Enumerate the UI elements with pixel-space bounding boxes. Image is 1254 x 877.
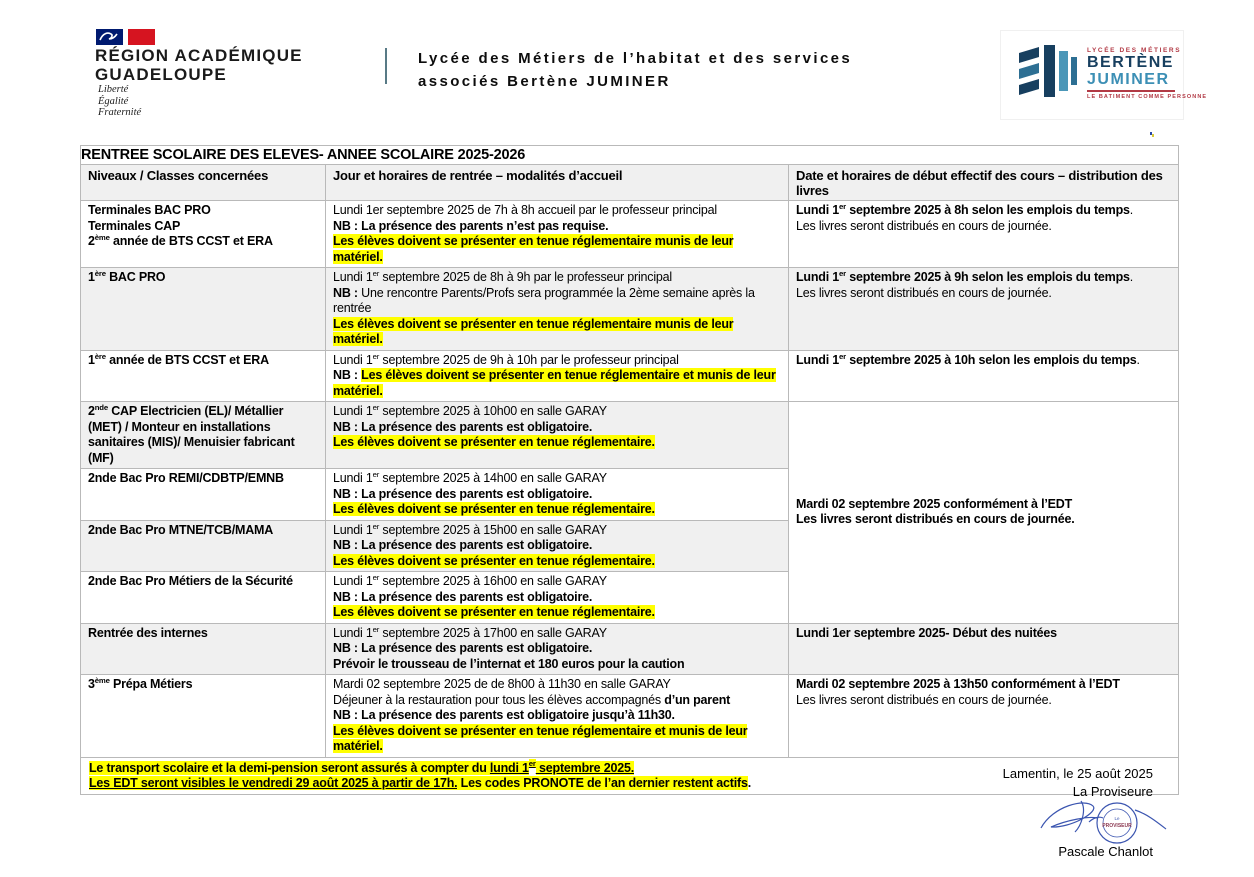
- text-line: [333, 708, 781, 724]
- text-line: [333, 234, 781, 265]
- text-segment: er: [372, 624, 380, 634]
- signature-place-date: Lamentin, le 25 août 2025: [1002, 766, 1153, 781]
- motto-fraternite: Fraternité: [98, 107, 142, 118]
- text-segment: NB : La présence des parents est obligatoire.: [333, 419, 593, 434]
- text-segment: 1: [88, 270, 95, 284]
- text-segment: Les élèves doivent se présenter en tenue réglementaire munis de leur matériel.: [333, 316, 734, 346]
- text-segment: NB : La présence des parents est obligatoire.: [333, 486, 593, 501]
- table-title: RENTREE SCOLAIRE DES ELEVES- ANNEE SCOLAIRE 2025-2026: [81, 146, 1179, 165]
- cell-rentree: [326, 402, 789, 469]
- text-segment: Les élèves doivent se présenter en tenue réglementaire et munis de leur matériel.: [333, 723, 748, 753]
- text-segment: Lundi 1: [333, 574, 373, 588]
- table-body: [81, 201, 1179, 795]
- cell-rentree: [326, 201, 789, 268]
- text-segment: Les EDT seront visibles le vendredi 29 août 2025 à partir de 17h.: [89, 776, 458, 790]
- text-segment: Lundi 1: [796, 203, 840, 217]
- text-line: [88, 353, 318, 369]
- cell-classes: [81, 572, 326, 624]
- cell-rentree: [326, 675, 789, 758]
- text-line: [333, 693, 781, 709]
- text-segment: Les livres seront distribués en cours de journée.: [796, 218, 1052, 233]
- table-row: [81, 402, 1179, 469]
- stray-mark: [1150, 132, 1154, 137]
- text-segment: NB :: [333, 285, 358, 300]
- motto-liberte: Liberté: [98, 84, 129, 95]
- col-header-rentree: Jour et horaires de rentrée – modalités d’accueil: [326, 165, 789, 201]
- text-segment: septembre 2025.: [535, 760, 634, 775]
- text-segment: septembre 2025 de 8h à 9h par le professeur principal: [379, 270, 672, 284]
- text-line: [333, 605, 781, 621]
- table-row: [81, 350, 1179, 402]
- text-line: [333, 626, 781, 642]
- motto-egalite: Égalité: [98, 95, 129, 107]
- region-academique-line1: RÉGION ACADÉMIQUE: [95, 46, 303, 65]
- region-academique-line2: GUADELOUPE: [95, 65, 227, 84]
- flag-blue-band: [96, 29, 123, 45]
- signature-name: Pascale Chanlot: [1058, 844, 1153, 859]
- text-segment: 2: [88, 234, 95, 248]
- text-line: [88, 203, 318, 219]
- text-segment: Les élèves doivent se présenter en tenue réglementaire.: [333, 553, 655, 568]
- text-line: [88, 234, 318, 250]
- text-segment: année de BTS CCST et ERA: [109, 234, 273, 248]
- text-segment: .: [747, 776, 751, 790]
- text-line: [333, 368, 781, 399]
- text-line: [88, 219, 318, 235]
- text-segment: NB : La présence des parents est obligatoire.: [333, 538, 593, 552]
- text-segment: Les élèves doivent se présenter en tenue réglementaire.: [333, 502, 655, 516]
- text-line: [333, 203, 781, 219]
- text-segment: septembre 2025 à 15h00 en salle GARAY: [379, 522, 607, 537]
- text-segment: Lundi 1er septembre 2025 de 7h à 8h accueil par le professeur principal: [333, 203, 717, 217]
- text-segment: septembre 2025 à 17h00 en salle GARAY: [379, 625, 607, 640]
- text-segment: BAC PRO: [105, 270, 166, 284]
- text-segment: septembre 2025 de 9h à 10h par le professeur principal: [379, 352, 679, 367]
- cell-debut: [789, 201, 1179, 268]
- text-segment: Mardi 02 septembre 2025 de de 8h00 à 11h30 en salle GARAY: [333, 677, 671, 691]
- text-segment: septembre 2025 à 16h00 en salle GARAY: [379, 574, 607, 588]
- text-line: [333, 435, 781, 451]
- text-segment: Lundi 1: [796, 352, 840, 367]
- text-segment: septembre 2025 à 14h00 en salle GARAY: [379, 471, 607, 485]
- school-name: [418, 47, 852, 93]
- stamp-le-label: Le: [1114, 816, 1120, 821]
- text-segment: Lundi 1: [333, 625, 373, 640]
- text-segment: er: [372, 521, 380, 531]
- cell-classes: [81, 469, 326, 521]
- text-segment: Une rencontre Parents/Profs sera programmée la 2ème semaine après la rentrée: [333, 285, 755, 315]
- text-segment: Prépa Métiers: [109, 677, 193, 691]
- logo-name-bertene: BERTÈNE: [1087, 54, 1174, 71]
- text-segment: er: [528, 759, 536, 769]
- text-segment: er: [839, 201, 846, 211]
- building-icon: [1017, 43, 1081, 110]
- cell-debut: [789, 350, 1179, 402]
- text-segment: Lundi 1: [796, 270, 840, 284]
- text-line: [333, 420, 781, 436]
- cell-classes: [81, 675, 326, 758]
- cell-rentree: [326, 623, 789, 675]
- text-segment: er: [372, 572, 380, 582]
- text-line: [796, 693, 1171, 709]
- text-line: [88, 404, 318, 466]
- text-segment: nde: [94, 402, 108, 412]
- text-line: [796, 512, 1171, 528]
- text-line: [88, 626, 318, 642]
- table-row: [81, 675, 1179, 758]
- text-segment: lundi 1: [489, 760, 529, 775]
- text-line: [333, 317, 781, 348]
- text-segment: Lundi 1: [333, 522, 373, 537]
- text-line: [333, 523, 781, 539]
- text-segment: Les élèves doivent se présenter en tenue réglementaire et munis de leur matériel.: [333, 368, 776, 398]
- text-segment: .: [1129, 203, 1134, 217]
- text-segment: Les élèves doivent se présenter en tenue réglementaire.: [333, 435, 655, 449]
- signature-role: La Proviseure: [1072, 784, 1153, 799]
- text-segment: Le transport scolaire et la demi-pension seront assurés à compter du: [89, 760, 490, 775]
- text-line: [333, 353, 781, 369]
- cell-debut: [789, 268, 1179, 351]
- text-line: [333, 657, 781, 673]
- text-segment: Les livres seront distribués en cours de journée.: [796, 285, 1052, 300]
- text-segment: NB : La présence des parents n’est pas requise.: [333, 218, 609, 233]
- text-line: [796, 286, 1171, 302]
- text-segment: NB : La présence des parents est obligatoire.: [333, 641, 593, 655]
- cell-rentree: [326, 469, 789, 521]
- rentree-schedule-table: [80, 145, 1179, 795]
- region-academique-title: [95, 46, 303, 84]
- cell-debut: [789, 402, 1179, 624]
- text-segment: d’un parent: [664, 692, 731, 707]
- text-line: [333, 641, 781, 657]
- text-segment: Terminales CAP: [88, 218, 181, 233]
- cell-classes: [81, 520, 326, 572]
- text-segment: Les élèves doivent se présenter en tenue réglementaire.: [333, 605, 655, 619]
- text-segment: Lundi 1: [333, 404, 373, 418]
- text-segment: NB : La présence des parents est obligatoire.: [333, 589, 593, 604]
- header-divider: [385, 48, 387, 84]
- cell-classes: [81, 623, 326, 675]
- text-line: [796, 203, 1171, 219]
- text-line: [333, 487, 781, 503]
- logo-top-line: LYCÉE DES MÉTIERS: [1087, 47, 1182, 54]
- marianne-glyph: [99, 31, 119, 43]
- text-segment: ème: [94, 232, 110, 242]
- text-line: [333, 590, 781, 606]
- text-segment: .: [1136, 352, 1140, 367]
- text-segment: année de BTS CCST et ERA: [105, 352, 269, 367]
- cell-classes: [81, 268, 326, 351]
- text-segment: 2nde Bac Pro Métiers de la Sécurité: [88, 574, 293, 588]
- cell-debut: [789, 623, 1179, 675]
- text-segment: CAP Electricien (EL)/ Métallier (MET) / Monteur en installations sanitaires (MIS)/ Menuisier fabricant (MF): [88, 404, 295, 465]
- text-line: [333, 471, 781, 487]
- text-line: [88, 677, 318, 693]
- text-segment: Les livres seront distribués en cours de journée.: [796, 512, 1075, 527]
- table-title-row: [81, 146, 1179, 165]
- text-segment: NB :: [333, 368, 362, 382]
- text-line: [333, 286, 781, 317]
- cell-rentree: [326, 572, 789, 624]
- principal-stamp-signature: [1037, 796, 1169, 851]
- text-segment: NB : La présence des parents est obligatoire jusqu’à 11h30.: [333, 708, 675, 722]
- logo-rule: [1087, 90, 1175, 92]
- text-segment: er: [372, 469, 380, 479]
- stamp-center-label: PROVISEUR: [1102, 823, 1132, 829]
- text-line: [88, 270, 318, 286]
- table-row: [81, 201, 1179, 268]
- logo-text: [1087, 47, 1208, 100]
- text-segment: Lundi 1er septembre 2025- Début des nuitées: [796, 625, 1057, 640]
- text-segment: er: [372, 402, 380, 412]
- text-line: [333, 538, 781, 554]
- cell-classes: [81, 350, 326, 402]
- school-name-line2: associés Bertène JUMINER: [418, 73, 671, 90]
- text-line: [88, 471, 318, 487]
- text-line: [333, 404, 781, 420]
- text-segment: Lundi 1: [333, 270, 373, 284]
- table-header-row: [81, 165, 1179, 201]
- text-line: [88, 574, 318, 590]
- text-line: [333, 554, 781, 570]
- text-segment: Les livres seront distribués en cours de journée.: [796, 692, 1052, 707]
- text-segment: Les élèves doivent se présenter en tenue réglementaire munis de leur matériel.: [333, 234, 734, 264]
- text-line: [796, 497, 1171, 513]
- text-line: [88, 523, 318, 539]
- text-segment: 2: [88, 404, 95, 418]
- text-segment: septembre 2025 à 10h selon les emplois du temps: [845, 352, 1137, 367]
- text-segment: er: [372, 268, 380, 278]
- text-segment: septembre 2025 à 10h00 en salle GARAY: [379, 404, 607, 418]
- french-flag-icon: [96, 29, 155, 45]
- text-line: [333, 270, 781, 286]
- republic-motto: [98, 84, 141, 119]
- cell-debut: [789, 675, 1179, 758]
- col-header-debut: Date et horaires de début effectif des cours – distribution des livres: [789, 165, 1179, 201]
- text-segment: Terminales BAC PRO: [88, 203, 211, 217]
- text-segment: ère: [94, 351, 106, 361]
- text-segment: 1: [88, 352, 95, 367]
- text-line: [333, 219, 781, 235]
- text-line: [796, 219, 1171, 235]
- col-header-classes: Niveaux / Classes concernées: [81, 165, 326, 201]
- school-logo: [1000, 30, 1208, 120]
- school-name-line1: Lycée des Métiers de l’habitat et des services: [418, 50, 853, 67]
- text-segment: ème: [94, 675, 110, 685]
- text-line: [796, 270, 1171, 286]
- text-segment: Prévoir le trousseau de l’internat et 180 euros pour la caution: [333, 656, 685, 671]
- text-segment: septembre 2025 à 8h selon les emplois du temps: [845, 203, 1130, 217]
- text-segment: er: [372, 351, 380, 361]
- text-line: [333, 574, 781, 590]
- text-segment: septembre 2025 à 9h selon les emplois du temps: [845, 270, 1130, 284]
- text-line: [333, 502, 781, 518]
- table-row: [81, 268, 1179, 351]
- text-line: [333, 677, 781, 693]
- text-segment: Lundi 1: [333, 471, 373, 485]
- text-segment: er: [839, 351, 846, 361]
- text-segment: Mardi 02 septembre 2025 conformément à l’EDT: [796, 496, 1073, 511]
- flag-red-band: [128, 29, 155, 45]
- cell-rentree: [326, 350, 789, 402]
- text-line: [796, 626, 1171, 642]
- text-segment: Mardi 02 septembre 2025 à 13h50 conformément à l’EDT: [796, 677, 1120, 691]
- logo-tagline: LE BATIMENT COMME PERSONNE: [1087, 94, 1208, 100]
- text-segment: 2nde Bac Pro MTNE/TCB/MAMA: [88, 522, 274, 537]
- cell-classes: [81, 201, 326, 268]
- text-segment: Les codes PRONOTE de l’an dernier restent actifs: [457, 776, 748, 790]
- text-segment: Lundi 1: [333, 352, 373, 367]
- cell-rentree: [326, 268, 789, 351]
- text-segment: 2nde Bac Pro REMI/CDBTP/EMNB: [88, 471, 284, 485]
- cell-rentree: [326, 520, 789, 572]
- text-line: [796, 353, 1171, 369]
- text-segment: er: [839, 268, 846, 278]
- text-segment: ère: [94, 268, 106, 278]
- text-segment: Rentrée des internes: [88, 625, 208, 640]
- table-row: [81, 623, 1179, 675]
- text-line: [333, 724, 781, 755]
- cell-classes: [81, 402, 326, 469]
- text-segment: Déjeuner à la restauration pour tous les élèves accompagnés: [333, 692, 665, 707]
- text-segment: 3: [88, 677, 95, 691]
- text-segment: .: [1129, 270, 1134, 284]
- logo-name-juminer: JUMINER: [1087, 71, 1170, 88]
- text-line: [796, 677, 1171, 693]
